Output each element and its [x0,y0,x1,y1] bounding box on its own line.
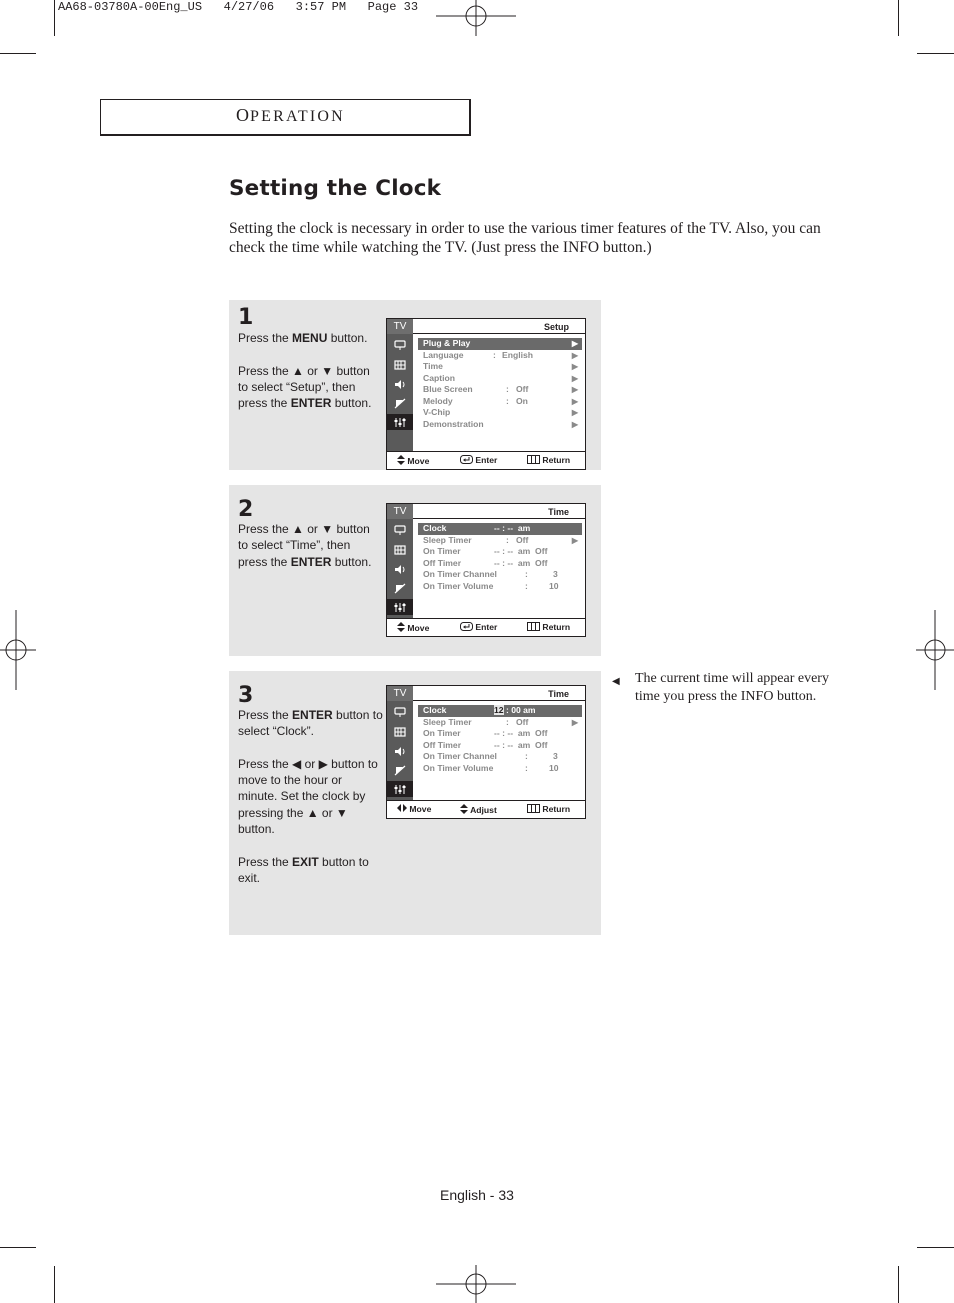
menu-item-value: -- : -- am Off [494,557,548,568]
tv-label: TV [387,686,413,701]
menu-item[interactable] [418,384,582,396]
menu-footer [387,800,585,818]
updown-icon [460,805,468,815]
menu-item-colon: : [506,384,509,394]
menu-item-label: Sleep Timer [423,716,472,727]
instruction-paragraph: Press the MENU button. [238,331,368,345]
menu-item[interactable] [418,569,582,581]
tv-icon [391,704,409,720]
chevron-right-icon: ▶ [571,419,578,429]
menu-item-value: 3 [553,751,558,761]
tv-label: TV [387,319,413,334]
tv-icon [391,522,409,538]
menu-item-label: Clock [423,523,447,533]
print-slug: AA68-03780A-00Eng_US 4/27/06 3:57 PM Page 33 [58,0,419,14]
menu-item[interactable] [418,740,582,752]
instruction-paragraph: Press the ▲ or ▼ button to select “Time”, then press the ENTER button. [238,522,372,569]
step-instructions [238,521,378,586]
step-number: 2 [238,497,254,522]
menu-item-colon: : [525,762,528,773]
channel-icon [391,580,409,596]
menu-item-value: -- : -- am Off [494,739,548,750]
button-name: MENU [292,331,328,345]
menu-item-colon: : [525,569,528,579]
pointer-left-icon: ◀ [612,676,620,687]
menu-item[interactable] [418,396,582,408]
menu-item-value: 10 [549,580,559,591]
menu-item[interactable] [418,558,582,570]
menu-title: Setup [543,322,569,332]
menu-item[interactable] [418,728,582,740]
intro-paragraph: Setting the clock is necessary in order to use the various timer features of the TV. Also, you can check the time while watching the TV. (Just press the INFO button.) [229,220,821,256]
menu-title: Time [548,689,569,699]
menu-item-label: Language [423,349,464,360]
menu-item-label: Time [423,361,443,371]
picture-icon [391,542,409,558]
footer-hint-enter: Enter [460,455,497,465]
footer-hint-move: Move [397,622,429,633]
tv-menu-screen [386,503,586,637]
menu-item-value: -- : -- am [494,523,531,533]
tv-menu-screen [386,685,586,819]
leftright-icon [397,804,407,814]
button-name: ENTER [292,708,333,722]
crop-mark [54,1266,55,1303]
instruction-paragraph: Press the ▲ or ▼ button to select “Setup”, then press the ENTER button. [238,363,372,411]
menu-item-label: Blue Screen [423,384,473,394]
divider [413,518,585,519]
step-number: 1 [238,305,254,330]
menu-item[interactable] [418,350,582,362]
chevron-right-icon: ▶ [571,373,578,383]
menu-item[interactable] [418,717,582,729]
picture-icon [391,724,409,740]
tv-icon [391,337,409,353]
divider [413,700,585,701]
menu-item[interactable] [418,373,582,385]
channel-icon [391,762,409,778]
crop-mark [0,53,36,54]
menu-item-label: On Timer [423,546,461,556]
menu-items [418,705,582,774]
chevron-right-icon: ▶ [571,396,578,406]
sound-icon [391,743,409,759]
instruction-paragraph: Press the EXIT button to exit. [238,854,369,885]
chevron-right-icon: ▶ [571,385,578,394]
menu-footer [387,618,585,636]
menu-item-colon: : [525,751,528,761]
menu-item-selected[interactable] [418,523,582,535]
chevron-right-icon: ▶ [571,717,578,727]
tv-menu-screen [386,318,586,470]
button-name: ENTER [290,554,332,569]
menu-item-label: On Timer Channel [423,569,497,579]
crop-mark [0,1247,36,1248]
menu-item[interactable] [418,407,582,419]
setup-icon [387,414,413,430]
updown-icon [397,456,405,466]
menu-item-label: Demonstration [423,418,484,429]
menu-item-value: On [516,395,528,406]
chevron-right-icon: ▶ [571,408,578,417]
menu-items [418,523,582,592]
menu-item-label: Caption [423,372,455,383]
footer-hint-move: Move [397,804,431,814]
menu-item-selected[interactable] [418,338,582,350]
menu-items [418,338,582,430]
menu-item[interactable] [418,535,582,547]
menu-title: Time [548,507,569,517]
chevron-right-icon: ▶ [571,350,578,360]
menu-item-value: English [502,349,534,360]
menu-item-label: Off Timer [423,557,462,568]
menu-item-label: Sleep Timer [423,534,472,545]
updown-icon [397,623,405,633]
menu-icon [527,804,540,814]
menu-item-colon: : [506,716,509,727]
menu-item-label: Clock [423,705,447,715]
crop-mark [54,0,55,36]
menu-item-value: Off [516,384,529,394]
menu-item-label: V-Chip [423,407,451,417]
menu-icon [527,622,540,632]
step-instructions [238,707,383,903]
registration-mark-right [916,610,954,690]
setup-icon [387,599,413,615]
sound-icon [391,561,409,577]
sound-icon [391,376,409,392]
footer-hint-adjust: Adjust [460,804,497,815]
enter-icon [460,455,473,465]
hour-field[interactable]: 12 [494,705,504,715]
instruction-paragraph: Press the ◀ or ▶ button to move to the hour or minute. Set the clock by pressing the ▲ or ▼ button. [238,756,378,837]
crop-mark [917,53,954,54]
menu-item-value: Off [516,534,529,545]
footer-hint-move: Move [397,455,429,466]
tv-label: TV [387,504,413,519]
divider [413,333,585,334]
menu-item-colon: : [525,580,528,591]
menu-item-value: 12 : 00 am [494,705,536,715]
menu-item[interactable] [418,763,582,775]
menu-item-colon: : [493,349,496,360]
menu-item-selected[interactable] [418,705,582,717]
chevron-right-icon: ▶ [571,535,578,545]
crop-mark [898,1266,899,1303]
menu-item-label: On Timer Volume [423,762,494,773]
step-number: 3 [238,683,254,708]
footer-hint-return: Return [527,622,570,632]
page-title: Setting the Clock [229,176,442,201]
menu-item-value: 3 [553,569,558,579]
menu-item[interactable] [418,581,582,593]
menu-item[interactable] [418,546,582,558]
menu-item-label: Off Timer [423,739,462,750]
setup-icon [387,781,413,797]
button-name: EXIT [292,854,319,869]
step-instructions [238,330,378,428]
picture-icon [391,357,409,373]
menu-item-value: -- : -- am Off [494,546,548,556]
footer-hint-return: Return [527,455,570,465]
page-footer: English - 33 [440,1187,514,1203]
registration-mark-top [436,0,516,36]
menu-icon [527,455,540,465]
footer-hint-return: Return [527,804,570,814]
menu-footer [387,451,585,469]
menu-item-value: 10 [549,762,559,773]
section-header: OPERATION [236,105,345,125]
crop-mark [898,0,899,36]
menu-item[interactable] [418,419,582,431]
channel-icon [391,395,409,411]
menu-item-label: On Timer Channel [423,751,497,761]
menu-item-value: -- : -- am Off [494,728,548,738]
menu-item[interactable] [418,361,582,373]
chevron-right-icon: ▶ [571,339,578,348]
registration-mark-left [0,610,36,690]
registration-mark-bottom [436,1265,516,1303]
menu-item-colon: : [506,534,509,545]
instruction-paragraph: Press the ENTER button to select “Clock”. [238,708,383,739]
menu-item[interactable] [418,751,582,763]
menu-item-label: On Timer Volume [423,580,494,591]
menu-item-value: Off [516,716,529,727]
menu-item-label: Plug & Play [423,338,471,348]
enter-icon [460,622,473,632]
footer-hint-enter: Enter [460,622,497,632]
chevron-right-icon: ▶ [571,362,578,371]
menu-item-label: On Timer [423,728,461,738]
button-name: ENTER [290,396,332,411]
crop-mark [917,1247,954,1248]
menu-item-label: Melody [423,395,453,406]
menu-item-colon: : [506,395,509,406]
